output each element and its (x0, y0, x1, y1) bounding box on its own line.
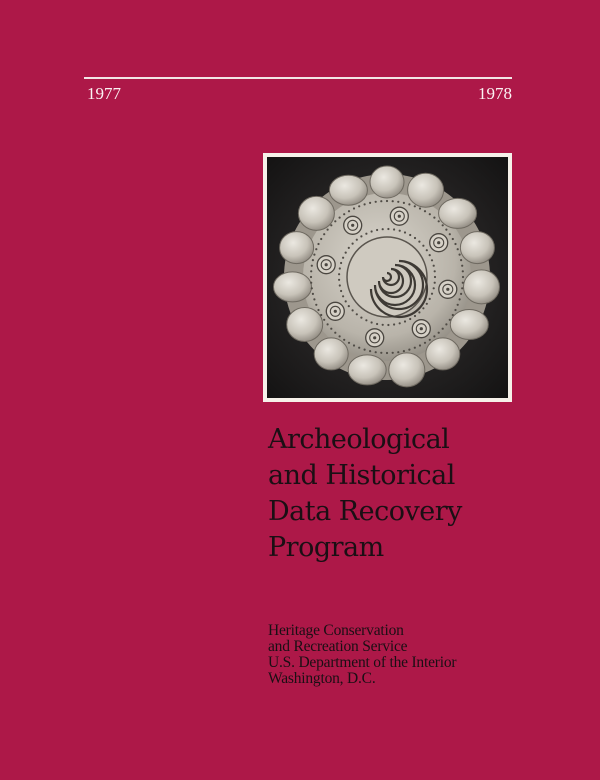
incised-dot (382, 324, 384, 326)
incised-dot (431, 293, 433, 295)
rim-knob (280, 232, 314, 264)
incised-dot (449, 319, 451, 321)
year-start: 1977 (87, 84, 121, 103)
incised-dot (434, 270, 436, 272)
incised-dot (445, 229, 447, 231)
incised-dot (348, 342, 350, 344)
incised-dot (408, 349, 410, 351)
incised-dot (392, 352, 394, 354)
incised-dot (409, 318, 411, 320)
incised-dot (414, 315, 416, 317)
rim-knob (370, 166, 404, 198)
incised-dot (387, 324, 389, 326)
incised-dot (393, 323, 395, 325)
incised-dot (348, 210, 350, 212)
incised-dot (317, 243, 319, 245)
incised-dot (454, 309, 456, 311)
incised-dot (311, 287, 313, 289)
incised-dot (409, 234, 411, 236)
publisher-block (268, 623, 588, 687)
incised-dot (459, 298, 461, 300)
rim-knob (464, 270, 500, 304)
incised-dot (419, 344, 421, 346)
rim-knob (274, 272, 312, 302)
incised-dot (429, 213, 431, 215)
incised-dot (339, 267, 341, 269)
incised-dot (343, 339, 345, 341)
incised-dot (382, 228, 384, 230)
publisher-line: and Recreation Service (268, 638, 408, 655)
incised-dot (462, 270, 464, 272)
publisher-line: U.S. Department of the Interior (268, 654, 457, 671)
incised-dot (342, 295, 344, 297)
incised-dot (343, 213, 345, 215)
incised-dot (462, 282, 464, 284)
incised-dot (375, 201, 377, 203)
stamped-ring (317, 256, 335, 274)
incised-dot (433, 217, 435, 219)
incised-dot (460, 293, 462, 295)
incised-dot (340, 262, 342, 264)
rim-knob (450, 310, 488, 340)
incised-dot (320, 314, 322, 316)
incised-dot (442, 224, 444, 226)
incised-dot (356, 313, 358, 315)
incised-dot (364, 203, 366, 205)
incised-dot (369, 202, 371, 204)
stamped-ring (439, 280, 457, 298)
incised-dot (422, 245, 424, 247)
central-spiral (347, 237, 427, 317)
incised-dot (418, 241, 420, 243)
incised-dot (408, 203, 410, 205)
incised-dot (334, 332, 336, 334)
incised-dot (360, 235, 362, 237)
incised-dot (461, 287, 463, 289)
incised-dot (338, 279, 340, 281)
incised-dot (342, 257, 344, 259)
incised-dot (434, 282, 436, 284)
incised-dot (433, 265, 435, 267)
incised-dot (457, 248, 459, 250)
incised-dot (310, 276, 312, 278)
incised-dot (371, 230, 373, 232)
incised-dot (454, 243, 456, 245)
title-line: Archeological (268, 424, 450, 455)
incised-dot (339, 284, 341, 286)
incised-dot (403, 350, 405, 352)
incised-dot (418, 311, 420, 313)
incised-dot (365, 233, 367, 235)
incised-dot (365, 319, 367, 321)
incised-dot (438, 332, 440, 334)
incised-dot (424, 342, 426, 344)
incised-dot (356, 239, 358, 241)
rim-knob (408, 173, 444, 207)
stamped-ring (344, 216, 362, 234)
incised-dot (338, 273, 340, 275)
incised-dot (323, 319, 325, 321)
incised-dot (358, 347, 360, 349)
incised-dot (422, 307, 424, 309)
incised-dot (360, 317, 362, 319)
rim-knob (426, 338, 460, 370)
incised-dot (311, 265, 313, 267)
artifact-photo (263, 153, 512, 402)
incised-dot (310, 270, 312, 272)
rim-knob (287, 308, 323, 342)
incised-dot (364, 349, 366, 351)
incised-dot (371, 321, 373, 323)
incised-dot (310, 282, 312, 284)
title-line: Program (268, 532, 384, 563)
incised-dot (380, 200, 382, 202)
incised-dot (442, 328, 444, 330)
incised-dot (327, 229, 329, 231)
incised-dot (445, 323, 447, 325)
incised-dot (426, 303, 428, 305)
title-line: and Historical (268, 460, 455, 491)
rim-knob (439, 198, 477, 228)
rim-knob (314, 338, 348, 370)
report-title (268, 422, 588, 566)
incised-dot (376, 323, 378, 325)
title-line: Data Recovery (268, 496, 462, 527)
incised-dot (334, 220, 336, 222)
incised-dot (399, 322, 401, 324)
incised-dot (369, 350, 371, 352)
incised-dot (330, 224, 332, 226)
incised-dot (452, 314, 454, 316)
rim-knob (460, 232, 494, 264)
incised-dot (340, 290, 342, 292)
incised-dot (312, 293, 314, 295)
stamped-ring (412, 320, 430, 338)
incised-dot (429, 254, 431, 256)
incised-dot (339, 335, 341, 337)
incised-dot (438, 220, 440, 222)
incised-dot (404, 231, 406, 233)
publisher-line: Washington, D.C. (268, 670, 376, 687)
incised-dot (315, 304, 317, 306)
incised-dot (426, 249, 428, 251)
incised-dot (393, 228, 395, 230)
incised-dot (397, 351, 399, 353)
incised-dot (358, 205, 360, 207)
incised-dot (431, 259, 433, 261)
incised-dot (404, 320, 406, 322)
incised-dot (429, 298, 431, 300)
incised-dot (452, 238, 454, 240)
incised-dot (462, 276, 464, 278)
incised-dot (380, 352, 382, 354)
stamped-ring (366, 329, 384, 347)
incised-dot (461, 265, 463, 267)
incised-dot (419, 207, 421, 209)
incised-dot (460, 259, 462, 261)
incised-dot (320, 238, 322, 240)
header-rule (84, 77, 512, 79)
incised-dot (386, 200, 388, 202)
incised-dot (392, 200, 394, 202)
year-end: 1978 (478, 84, 512, 103)
incised-dot (433, 287, 435, 289)
incised-dot (434, 276, 436, 278)
incised-dot (399, 230, 401, 232)
incised-dot (348, 247, 350, 249)
incised-dot (313, 254, 315, 256)
rim-knob (329, 175, 367, 205)
stone-disk-image (267, 157, 508, 398)
rim-knob (348, 355, 386, 385)
incised-dot (330, 328, 332, 330)
incised-dot (323, 233, 325, 235)
incised-dot (429, 339, 431, 341)
incised-dot (457, 304, 459, 306)
incised-dot (352, 243, 354, 245)
incised-dot (317, 309, 319, 311)
incised-dot (376, 229, 378, 231)
incised-dot (414, 205, 416, 207)
incised-dot (312, 259, 314, 261)
incised-dot (313, 298, 315, 300)
incised-dot (345, 252, 347, 254)
incised-dot (353, 207, 355, 209)
incised-dot (397, 201, 399, 203)
incised-dot (315, 248, 317, 250)
incised-dot (386, 352, 388, 354)
publisher-line: Heritage Conservation (268, 622, 404, 639)
rim-knob (298, 196, 334, 230)
incised-dot (352, 309, 354, 311)
incised-dot (339, 217, 341, 219)
stamped-ring (326, 302, 344, 320)
incised-dot (433, 335, 435, 337)
rim-knob (389, 353, 425, 387)
incised-dot (449, 233, 451, 235)
stamped-ring (390, 207, 408, 225)
incised-dot (345, 300, 347, 302)
incised-dot (327, 323, 329, 325)
incised-dot (459, 254, 461, 256)
incised-dot (424, 210, 426, 212)
incised-dot (375, 351, 377, 353)
incised-dot (414, 347, 416, 349)
incised-dot (414, 237, 416, 239)
incised-dot (403, 202, 405, 204)
incised-dot (353, 344, 355, 346)
stamped-ring (430, 234, 448, 252)
incised-dot (387, 228, 389, 230)
incised-dot (348, 305, 350, 307)
